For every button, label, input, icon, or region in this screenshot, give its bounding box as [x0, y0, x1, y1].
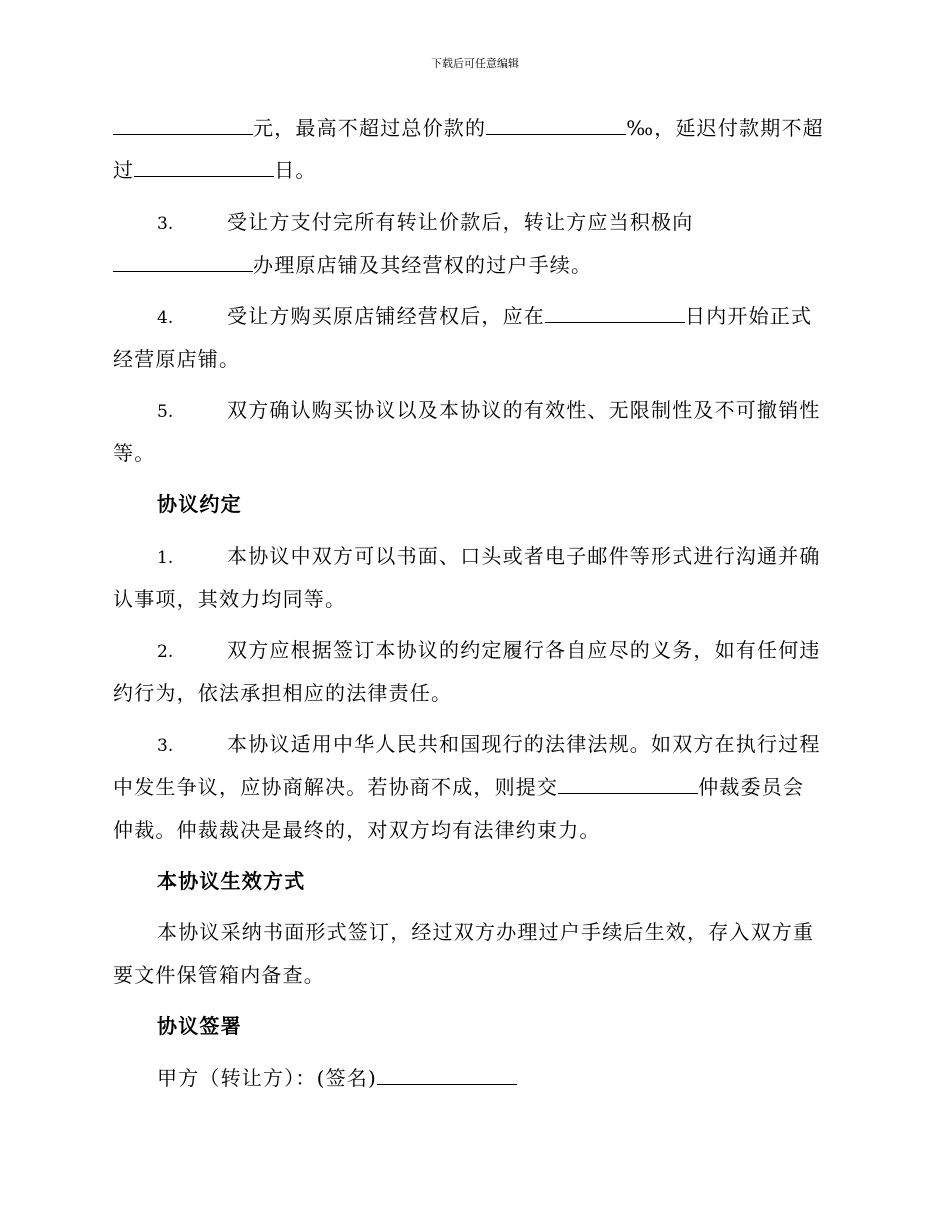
text-line [113, 585, 843, 613]
list-item [157, 636, 887, 666]
text-line [113, 439, 843, 467]
signature-label: 甲方（转让方）：(签名) [157, 1066, 378, 1090]
text-span: 经营原店铺。 [113, 347, 241, 371]
text-span: 办理原店铺及其经营权的过户手续。 [253, 253, 593, 277]
fill-blank[interactable] [558, 773, 698, 794]
text-span: 过 [113, 158, 135, 182]
text-span: 元，最高不超过总价款的 [253, 116, 487, 140]
item-number: 3. [157, 214, 174, 234]
text-line: 本协议采纳书面形式签订，经过双方办理过户手续后生效，存入双方重 [157, 920, 815, 944]
text-line [113, 156, 843, 184]
list-item [157, 396, 887, 426]
item-text: 本协议中双方可以书面、口头或者电子邮件等形式进行沟通并确 [227, 544, 821, 568]
text-span: 等。 [113, 441, 156, 465]
list-item [157, 302, 887, 332]
signature-line [157, 1064, 887, 1092]
section-heading: 本协议生效方式 [157, 869, 306, 893]
item-number: 1. [157, 548, 174, 568]
item-number: 2. [157, 642, 174, 662]
text-line [113, 345, 843, 373]
text-line [113, 251, 843, 279]
text-span: ‰，延迟付款期不超 [626, 116, 824, 140]
item-text: 双方确认购买协议以及本协议的有效性、无限制性及不可撤销性 [227, 398, 821, 422]
section-heading: 协议约定 [157, 492, 242, 516]
text-line [113, 114, 843, 142]
text-line [113, 773, 843, 801]
text-span: 约行为，依法承担相应的法律责任。 [113, 681, 453, 705]
text-span: 认事项，其效力均同等。 [113, 587, 347, 611]
text-span: 日。 [274, 158, 317, 182]
fill-blank[interactable] [486, 114, 626, 135]
fill-blank[interactable] [134, 156, 274, 177]
item-number: 5. [157, 402, 174, 422]
text-line: 要文件保管箱内备查。 [113, 963, 325, 987]
item-number: 4. [157, 308, 174, 328]
text-span: 仲裁委员会 [698, 775, 805, 799]
fill-blank[interactable] [113, 251, 253, 272]
item-text: 受让方购买原店铺经营权后，应在 [227, 304, 545, 328]
page-header: 下载后可任意编辑 [431, 57, 519, 70]
list-item [157, 208, 887, 238]
item-text: 双方应根据签订本协议的约定履行各自应尽的义务，如有任何违 [227, 638, 821, 662]
text-line [113, 679, 843, 707]
list-item [157, 730, 887, 760]
item-text: 本协议适用中华人民共和国现行的法律法规。如双方在执行过程 [227, 732, 821, 756]
signature-blank[interactable] [377, 1064, 517, 1085]
item-number: 3. [157, 736, 174, 756]
list-item [157, 542, 887, 572]
fill-blank[interactable] [545, 302, 685, 323]
text-span: 仲裁。仲裁裁决是最终的，对双方均有法律约束力。 [113, 818, 601, 842]
text-line [113, 816, 843, 844]
item-text: 日内开始正式 [685, 304, 813, 328]
text-span: 中发生争议，应协商解决。若协商不成，则提交 [113, 775, 559, 799]
section-heading: 协议签署 [157, 1014, 242, 1038]
fill-blank[interactable] [113, 114, 253, 135]
item-text: 受让方支付完所有转让价款后，转让方应当积极向 [227, 210, 694, 234]
